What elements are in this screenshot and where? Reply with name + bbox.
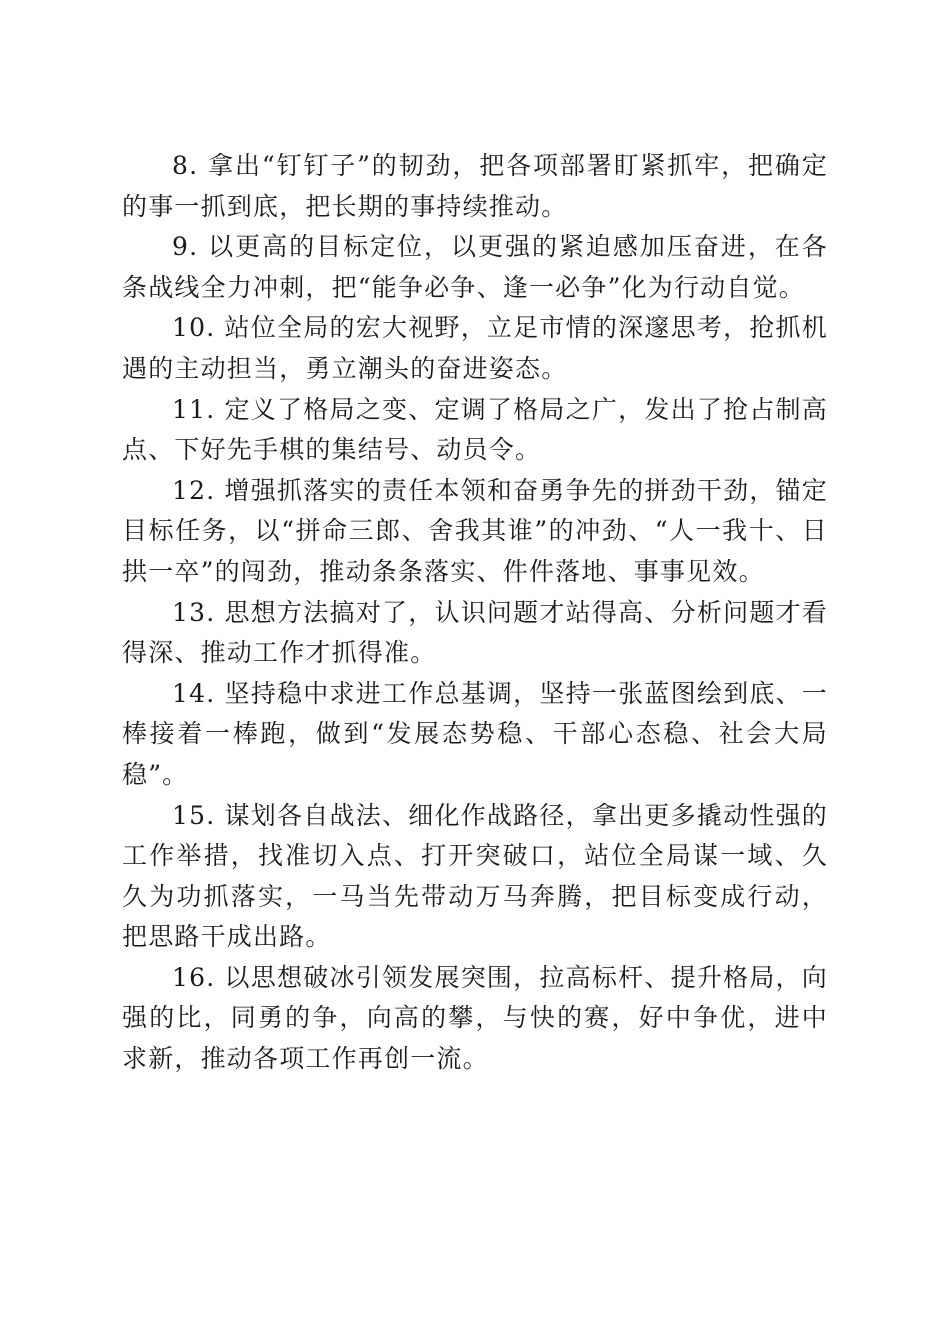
- list-item: 15. 谋划各自战法、细化作战路径，拿出更多撬动性强的工作举措，找准切入点、打开突破口，站位全局谋一域、久久为功抓落实，一马当先带动万马奔腾，把目标变成行动，把思路干成出路。: [122, 800, 828, 952]
- list-item: 12. 增强抓落实的责任本领和奋勇争先的拼劲干劲，锚定目标任务，以“拼命三郎、舍我其谁”的冲劲、“人一我十、日拱一卒”的闯劲，推动条条落实、件件落地、事事见效。: [122, 475, 828, 586]
- document-body: [122, 146, 828, 1080]
- list-item: 16. 以思想破冰引领发展突围，拉高标杆、提升格局，向强的比，同勇的争，向高的攀，与快的赛，好中争优，进中求新，推动各项工作再创一流。: [122, 962, 828, 1074]
- list-item: 10. 站位全局的宏大视野，立足市情的深邃思考，抢抓机遇的主动担当，勇立潮头的奋进姿态。: [122, 313, 828, 383]
- list-item: 13. 思想方法搞对了，认识问题才站得高、分析问题才看得深、推动工作才抓得准。: [122, 597, 828, 668]
- list-item: 9. 以更高的目标定位，以更强的紧迫感加压奋进，在各条战线全力冲刺，把“能争必争、逢一必争”化为行动自觉。: [122, 232, 828, 302]
- list-item: 14. 坚持稳中求进工作总基调，坚持一张蓝图绘到底、一棒接着一棒跑，做到“发展态势稳、干部心态稳、社会大局稳”。: [122, 678, 828, 789]
- list-item: 11. 定义了格局之变、定调了格局之广，发出了抢占制高点、下好先手棋的集结号、动员令。: [122, 394, 828, 465]
- list-item: 8. 拿出“钉钉子”的韧劲，把各项部署盯紧抓牢，把确定的事一抓到底，把长期的事持续推动。: [122, 151, 828, 221]
